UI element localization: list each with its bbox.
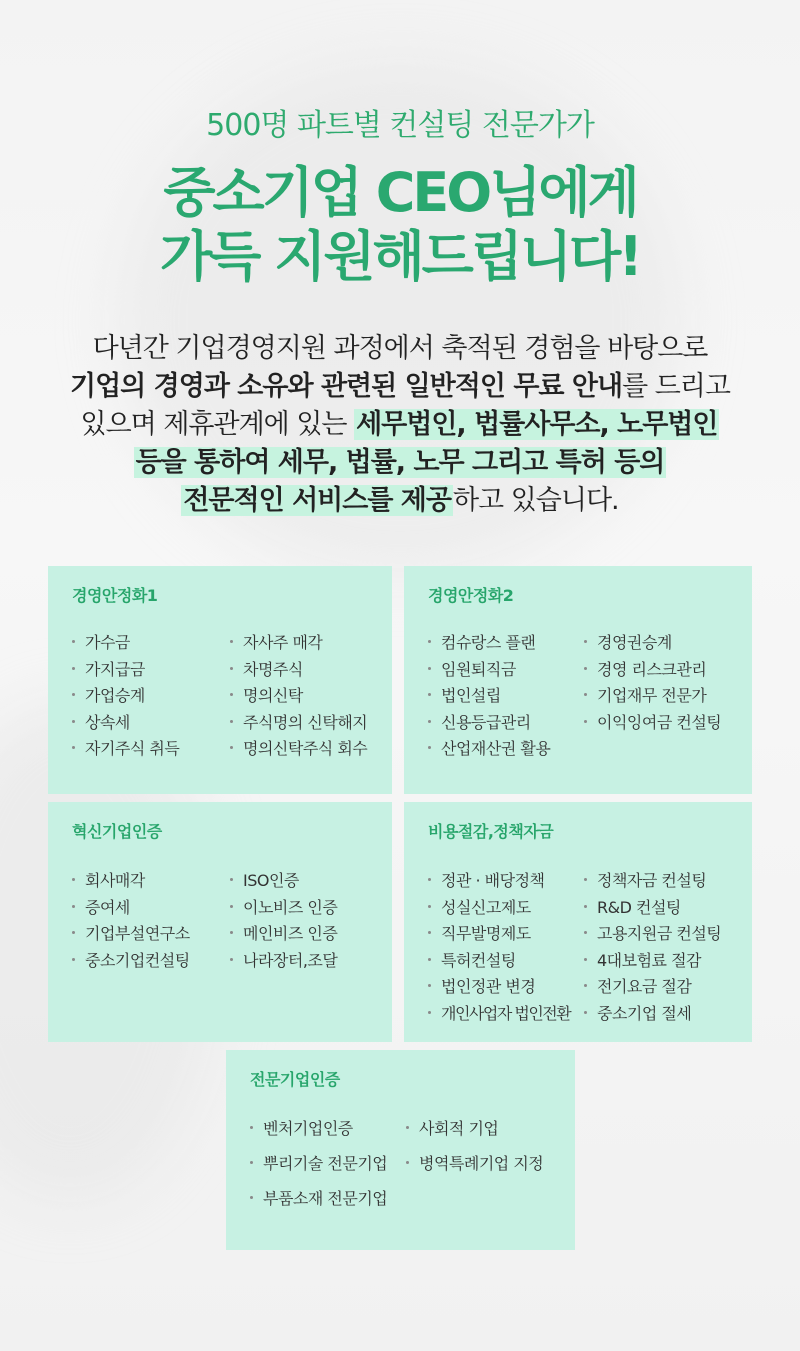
list-item: 가수금 (72, 630, 179, 657)
intro-text: 를 드리고 (622, 371, 730, 402)
list-item: 기업부설연구소 (72, 921, 190, 948)
list-item: 이노비즈 인증 (230, 895, 337, 922)
list-item: 부품소재 전문기업 (250, 1186, 387, 1221)
list-item: 법인설립 (428, 683, 550, 710)
intro-paragraph (0, 330, 800, 520)
box-title: 경영안정화2 (428, 586, 514, 605)
box-column (428, 868, 570, 1027)
list-item: 고용지원금 컨설팅 (584, 921, 721, 948)
list-item: 메인비즈 인증 (230, 921, 337, 948)
intro-bold: 기업의 경영과 소유와 관련된 일반적인 무료 안내 (70, 371, 623, 402)
subtitle: 500명 파트별 컨설팅 전문가가 (206, 108, 594, 143)
list-item: 특허컨설팅 (428, 948, 570, 975)
box-column (72, 868, 190, 974)
list-item: 나라장터,조달 (230, 948, 337, 975)
list-item: 법인정관 변경 (428, 974, 570, 1001)
list-item: 신용등급관리 (428, 710, 550, 737)
box-title: 경영안정화1 (72, 586, 158, 605)
box-column (72, 630, 179, 763)
list-item: 회사매각 (72, 868, 190, 895)
box-column (230, 868, 337, 974)
list-item: 경영 리스크관리 (584, 657, 721, 684)
intro-highlight: 전문적인 서비스를 제공 (183, 485, 451, 516)
service-box-management-2 (404, 566, 752, 794)
list-item: 컴슈랑스 플랜 (428, 630, 550, 657)
list-item: 직무발명제도 (428, 921, 570, 948)
intro-line-2 (0, 368, 800, 406)
list-item: 명의신탁 (230, 683, 367, 710)
box-column (584, 868, 721, 1027)
service-box-cost-reduction (404, 802, 752, 1042)
list-item: 중소기업컨설팅 (72, 948, 190, 975)
list-item: 자기주식 취득 (72, 736, 179, 763)
list-item: 주식명의 신탁해지 (230, 710, 367, 737)
list-item: 명의신탁주식 회수 (230, 736, 367, 763)
list-item: 가업승계 (72, 683, 179, 710)
list-item: 전기요금 절감 (584, 974, 721, 1001)
intro-line-3 (0, 406, 800, 444)
list-item: 개인사업자 법인전환 (428, 1001, 570, 1028)
intro-text: 하고 있습니다. (452, 485, 619, 516)
box-column (584, 630, 721, 736)
service-box-management-1 (48, 566, 392, 794)
service-box-innovation-cert (48, 802, 392, 1042)
list-item: 임원퇴직금 (428, 657, 550, 684)
list-item: 이익잉여금 컨설팅 (584, 710, 721, 737)
list-item: 자사주 매각 (230, 630, 367, 657)
list-item: 경영권승계 (584, 630, 721, 657)
intro-highlight: 등을 통하여 세무, 법률, 노무 그리고 특허 등의 (135, 447, 665, 478)
list-item: 가지급금 (72, 657, 179, 684)
list-item: 중소기업 절세 (584, 1001, 721, 1028)
list-item: ISO인증 (230, 868, 337, 895)
list-item: R&D 컨설팅 (584, 895, 721, 922)
box-title: 전문기업인증 (250, 1070, 340, 1089)
intro-line-4 (0, 444, 800, 482)
box-title: 비용절감,정책자금 (428, 822, 554, 841)
box-title: 혁신기업인증 (72, 822, 162, 841)
intro-text: 있으며 제휴관계에 있는 (80, 409, 355, 440)
list-item: 정관 · 배당정책 (428, 868, 570, 895)
list-item: 병역특례기업 지정 (406, 1151, 543, 1186)
intro-line-1: 다년간 기업경영지원 과정에서 축적된 경험을 바탕으로 (92, 333, 708, 364)
intro-highlight: 세무법인, 법률사무소, 노무법인 (356, 409, 718, 440)
list-item: 벤처기업인증 (250, 1116, 387, 1151)
list-item: 사회적 기업 (406, 1116, 543, 1151)
list-item: 상속세 (72, 710, 179, 737)
list-item: 뿌리기술 전문기업 (250, 1151, 387, 1186)
intro-line-5 (0, 482, 800, 520)
service-box-professional-cert (226, 1050, 575, 1250)
box-column (230, 630, 367, 763)
list-item: 성실신고제도 (428, 895, 570, 922)
list-item: 기업재무 전문가 (584, 683, 721, 710)
list-item: 차명주식 (230, 657, 367, 684)
headline-line-2: 가득 지원해드립니다! (160, 225, 640, 288)
box-column (406, 1116, 543, 1186)
box-column (250, 1116, 387, 1221)
box-column (428, 630, 550, 763)
headline-line-1: 중소기업 CEO님에게 (163, 161, 637, 224)
list-item: 증여세 (72, 895, 190, 922)
list-item: 산업재산권 활용 (428, 736, 550, 763)
list-item: 4대보험료 절감 (584, 948, 721, 975)
list-item: 정책자금 컨설팅 (584, 868, 721, 895)
